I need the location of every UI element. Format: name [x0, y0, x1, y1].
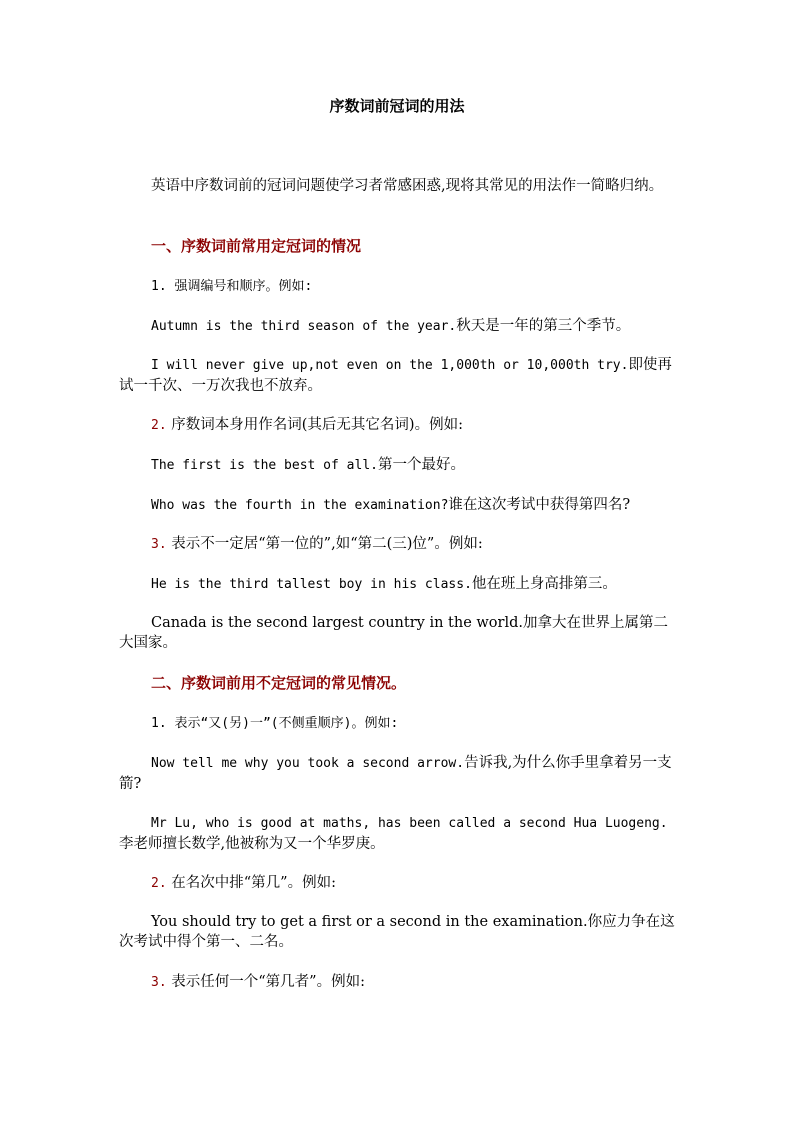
s1-item2-ex1-zh: 第一个最好。 [377, 457, 465, 473]
s2-item1-ex2-en: Mr Lu, who is good at maths, has been called a second Hua Luogeng. [151, 816, 668, 831]
s1-item3-ex1-zh: 他在班上身高排第三。 [471, 576, 617, 592]
s2-item2-num: 2. [151, 876, 167, 891]
section1-heading: 一、序数词前常用定冠词的情况 [151, 237, 362, 255]
intro-paragraph: 英语中序数词前的冠词问题使学习者常感困惑,现将其常见的用法作一简略归纳。 [151, 178, 664, 194]
s1-item3-example1 [119, 574, 681, 595]
page-title: 序数词前冠词的用法 [329, 97, 465, 115]
s2-item1-ex2-zh: 李老师擅长数学,他被称为又一个华罗庚。 [119, 836, 385, 852]
s2-item2-label [119, 873, 681, 894]
s2-item1-example2 [119, 813, 681, 854]
s1-item2-ex1-en: The first is the best of all. [151, 458, 378, 473]
s2-item3-label-text: 表示任何一个“第几者”。例如: [171, 974, 365, 990]
s2-item1-ex1-zh: 告诉我,为什么你手里拿着另一支箭? [119, 755, 672, 792]
s1-item3-ex1-en: He is the third tallest boy in his class. [151, 577, 472, 592]
s2-item1-label [119, 713, 681, 734]
s1-item2-example2 [119, 495, 681, 516]
s2-item3-num: 3. [151, 975, 167, 990]
s1-item1-example2 [119, 355, 681, 396]
s1-item2-ex2-en: Who was the fourth in the examination? [151, 498, 449, 513]
s1-item2-num: 2. [151, 418, 167, 433]
s1-item1-example1 [119, 316, 681, 337]
s1-item3-example2 [119, 613, 681, 653]
s2-item2-ex1-zh: 你应力争在这次考试中得个第一、二名。 [119, 914, 675, 950]
s1-item3-ex2-en: Canada is the second largest country in the world. [151, 615, 523, 631]
s1-item1-ex2-zh: 即使再试一千次、一万次我也不放弃。 [119, 357, 672, 394]
s1-item1-ex1-zh: 秋天是一年的第三个季节。 [456, 318, 631, 334]
s2-item1-ex1-en: Now tell me why you took a second arrow. [151, 756, 465, 771]
s1-item3-label-text: 表示不一定居“第一位的”,如“第二(三)位”。例如: [171, 536, 483, 552]
s1-item2-example1 [119, 455, 681, 476]
s1-item2-label [119, 415, 681, 436]
s1-item2-ex2-zh: 谁在这次考试中获得第四名? [448, 497, 631, 513]
s2-item1-example1 [119, 753, 681, 794]
s2-item2-example1 [119, 912, 681, 952]
s1-item3-num: 3. [151, 537, 167, 552]
s2-item3-label [119, 972, 681, 993]
section2-heading: 二、序数词前用不定冠词的常见情况。 [151, 674, 407, 692]
s2-item2-ex1-en: You should try to get a first or a second in the examination. [151, 914, 588, 930]
s2-item1-label-text: 1. 表示“又(另)一”(不侧重顺序)。例如: [151, 716, 399, 731]
s1-item3-label [119, 534, 681, 555]
s1-item1-ex2-en: I will never give up,not even on the 1,000th or 10,000th try. [151, 358, 629, 373]
s1-item3-ex2-zh: 加拿大在世界上属第二大国家。 [119, 615, 668, 651]
s2-item2-label-text: 在名次中排“第几”。例如: [171, 875, 336, 891]
s1-item1-ex1-en: Autumn is the third season of the year. [151, 319, 457, 334]
s1-item2-label-text: 序数词本身用作名词(其后无其它名词)。例如: [171, 417, 463, 433]
s1-item1-label [119, 276, 681, 297]
s1-item1-label-text: 1. 强调编号和顺序。例如: [151, 279, 313, 294]
